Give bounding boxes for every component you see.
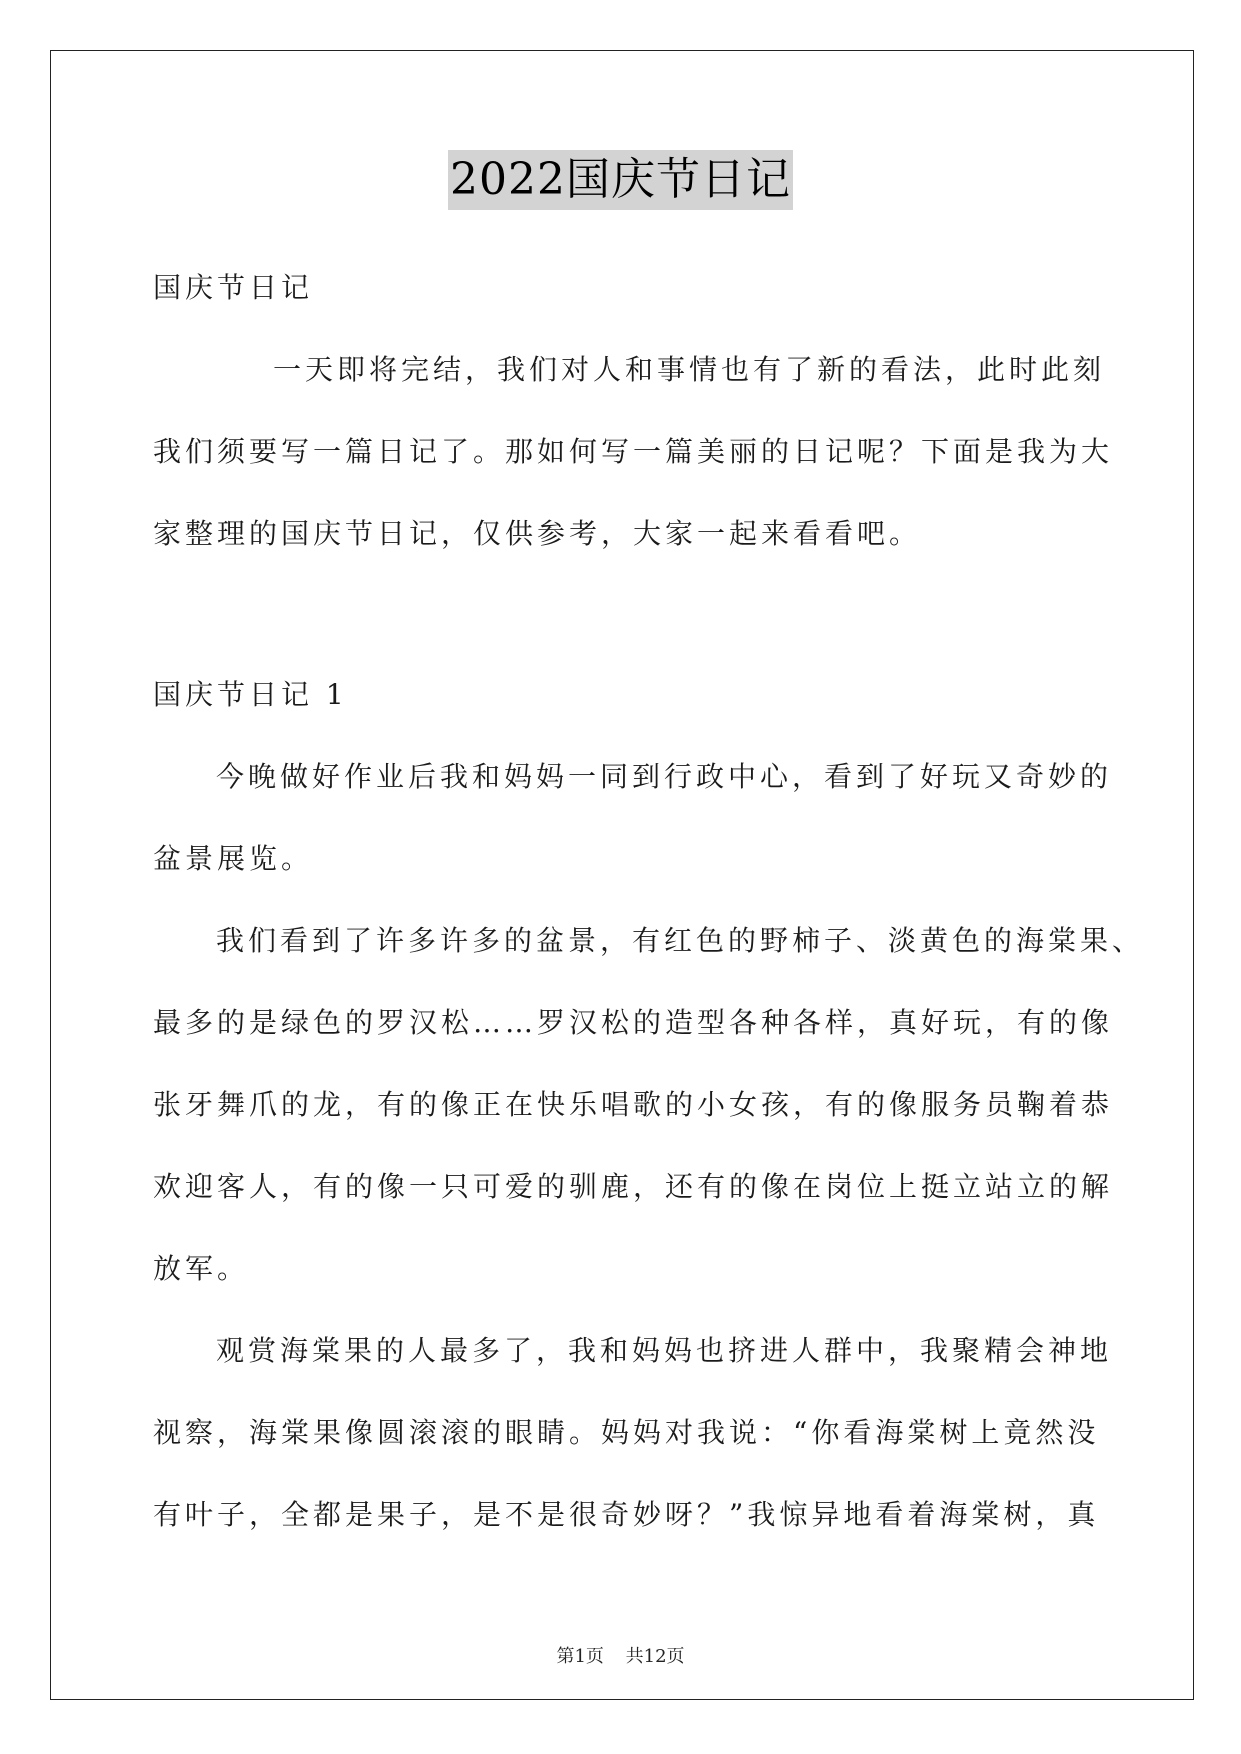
paragraph-line: 放军。	[153, 1252, 250, 1285]
page-number: 第1页	[556, 1646, 604, 1667]
paragraph-line: 有叶子，全都是果子，是不是很奇妙呀？”我惊异地看着海棠树，真	[153, 1498, 1100, 1531]
section-heading: 国庆节日记 1	[153, 678, 348, 711]
paragraph-line: 家整理的国庆节日记，仅供参考，大家一起来看看吧。	[153, 517, 922, 550]
paragraph-line: 欢迎客人，有的像一只可爱的驯鹿，还有的像在岗位上挺立站立的解	[153, 1170, 1114, 1203]
paragraph-line: 今晚做好作业后我和妈妈一同到行政中心，看到了好玩又奇妙的	[216, 760, 1113, 793]
paragraph-line: 观赏海棠果的人最多了，我和妈妈也挤进人群中，我聚精会神地	[216, 1334, 1113, 1367]
section-heading: 国庆节日记	[153, 271, 314, 304]
paragraph-line: 盆景展览。	[153, 842, 314, 875]
paragraph-line: 最多的是绿色的罗汉松……罗汉松的造型各种各样，真好玩，有的像	[153, 1006, 1114, 1039]
page-total: 共12页	[625, 1646, 685, 1667]
paragraph-line: 我们须要写一篇日记了。那如何写一篇美丽的日记呢？下面是我为大	[153, 435, 1114, 468]
paragraph-line: 一天即将完结，我们对人和事情也有了新的看法，此时此刻	[273, 353, 1106, 386]
document-title: 2022国庆节日记	[448, 150, 793, 210]
page-footer	[0, 1645, 1241, 1669]
paragraph-line: 张牙舞爪的龙，有的像正在快乐唱歌的小女孩，有的像服务员鞠着恭	[153, 1088, 1114, 1121]
paragraph-line: 我们看到了许多许多的盆景，有红色的野柿子、淡黄色的海棠果、	[216, 924, 1145, 957]
title-container	[0, 150, 1241, 210]
paragraph-line: 视察，海棠果像圆滚滚的眼睛。妈妈对我说：“你看海棠树上竟然没	[153, 1416, 1100, 1449]
